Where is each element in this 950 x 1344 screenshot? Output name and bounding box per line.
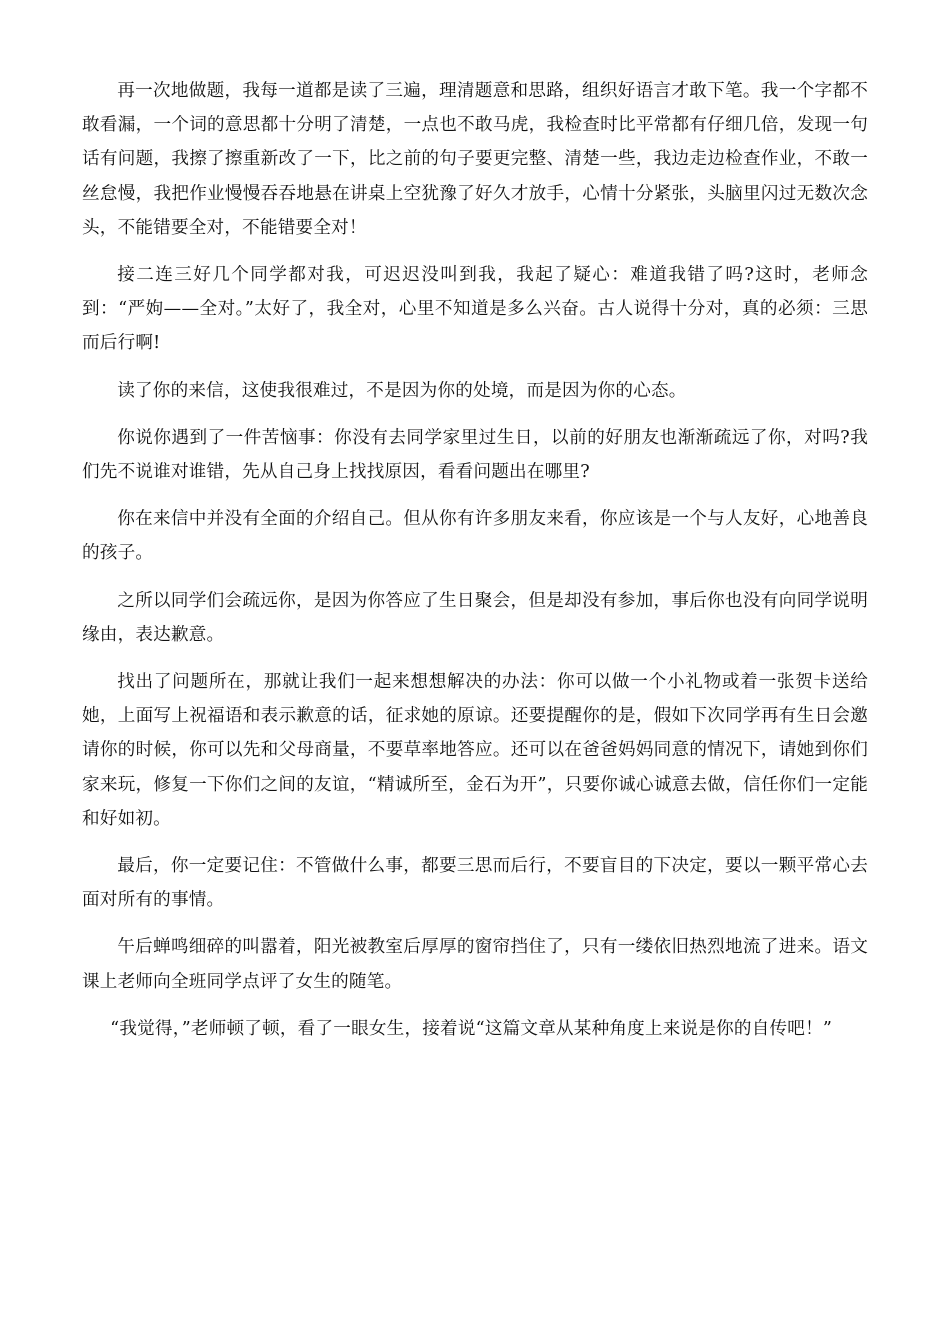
paragraph-7: 找出了问题所在，那就让我们一起来想想解决的办法：你可以做一个小礼物或着一张贺卡送给她，上面写上祝福语和表示歉意的话，征求她的原谅。还要提醒你的是，假如下次同学再有生日会邀请你的时候，你可以先和父母商量，不要草率地答应。还可以在爸爸妈妈同意的情况下，请她到你们家来玩，修复一下你们之间的友谊，“精诚所至，金石为开”，只要你诚心诚意去做，信任你们一定能和好如初。: [82, 672, 868, 829]
paragraph-5: 你在来信中并没有全面的介绍自己。但从你有许多朋友来看，你应该是一个与人友好，心地善良的孩子。: [82, 509, 868, 564]
paragraph-1: 再一次地做题，我每一道都是读了三遍，理清题意和思路，组织好语言才敢下笔。我一个字都不敢看漏，一个词的意思都十分明了清楚，一点也不敢马虎，我检查时比平常都有仔细几倍，发现一句话有问题，我擦了擦重新改了一下，比之前的句子要更完整、清楚一些，我边走边检查作业，不敢一丝怠慢，我把作业慢慢吞吞地悬在讲桌上空犹豫了好久才放手，心情十分紧张，头脑里闪过无数次念头，不能错要全对，不能错要全对！: [82, 81, 868, 238]
paragraph-8: 最后，你一定要记住：不管做什么事，都要三思而后行，不要盲目的下决定，要以一颗平常心去面对所有的事情。: [82, 856, 868, 911]
paragraph-2: 接二连三好几个同学都对我，可迟迟没叫到我，我起了疑心：难道我错了吗?这时，老师念到：“严姁——全对。”太好了，我全对，心里不知道是多么兴奋。古人说得十分对，真的必须：三思而后行啊!: [82, 265, 868, 354]
paragraph-4: 你说你遇到了一件苦恼事：你没有去同学家里过生日，以前的好朋友也渐渐疏远了你，对吗?我们先不说谁对谁错，先从自己身上找找原因，看看问题出在哪里?: [82, 427, 868, 483]
paragraph-3: 读了你的来信，这使我很难过，不是因为你的处境，而是因为你的心态。: [117, 380, 687, 401]
paragraph-10: “我觉得，”老师顿了顿，看了一眼女生，接着说“这篇文章从某种角度上来说是你的自传吧！”: [110, 1018, 833, 1039]
paragraph-9: 午后蝉鸣细碎的叫嚣着，阳光被教室后厚厚的窗帘挡住了，只有一缕依旧热烈地流了进来。语文课上老师向全班同学点评了女生的随笔。: [82, 937, 868, 992]
paragraph-6: 之所以同学们会疏远你，是因为你答应了生日聚会，但是却没有参加，事后你也没有向同学说明缘由，表达歉意。: [82, 590, 868, 645]
document-body: [82, 74, 868, 1059]
